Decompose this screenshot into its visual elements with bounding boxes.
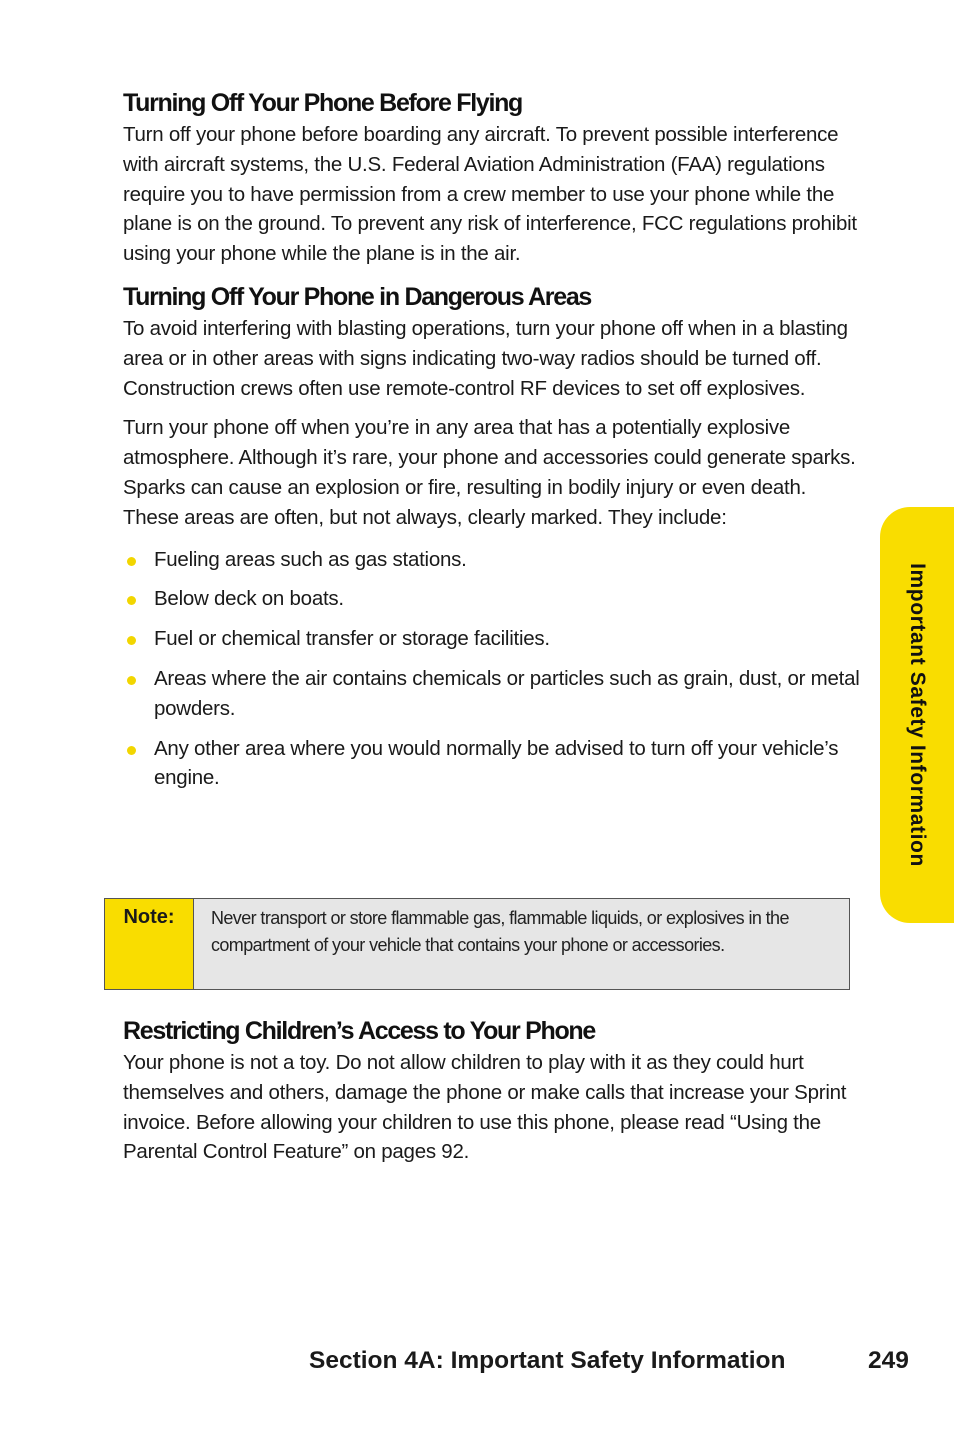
note-box <box>104 898 850 990</box>
children-access-section <box>123 1014 863 1167</box>
list-item <box>123 664 863 724</box>
page-footer <box>309 1347 909 1375</box>
list-item-text: Below deck on boats. <box>154 587 344 611</box>
section-body-dangerous-areas-2: Turn your phone off when you’re in any area that has a potentially explosive atmosphere. Although it’s rare, your phone and accessories could generate sparks. Sparks can cause an explosion or fire, resulting in bodily injury or even death. These areas are often, but not always, clearly marked. They include: <box>123 416 856 529</box>
list-item <box>123 545 863 575</box>
page-number: 249 <box>868 1347 909 1374</box>
section-heading-children: Restricting Children’s Access to Your Phone <box>123 1017 595 1045</box>
main-content <box>123 86 863 803</box>
note-text: Never transport or store flammable gas, flammable liquids, or explosives in the compartment of your vehicle that contains your phone or accessories. <box>211 908 789 955</box>
bullet-icon <box>127 676 136 685</box>
bullet-icon <box>127 636 136 645</box>
bullet-icon <box>127 596 136 605</box>
section-body-children: Your phone is not a toy. Do not allow children to play with it as they could hurt themselves and others, damage the phone or make calls that increase your Sprint invoice. Before allowing your children to use this phone, please read “Using the Parental Control Feature” on pages 92. <box>123 1051 847 1164</box>
side-section-tab <box>880 507 954 923</box>
dangerous-areas-list <box>123 545 863 794</box>
side-tab-label: Important Safety Information <box>906 563 929 867</box>
section-heading-dangerous-areas: Turning Off Your Phone in Dangerous Areas <box>123 282 592 311</box>
list-item <box>123 624 863 654</box>
bullet-icon <box>127 557 136 566</box>
list-item <box>123 584 863 614</box>
list-item-text: Any other area where you would normally be advised to turn off your vehicle’s engine. <box>154 736 839 790</box>
bullet-icon <box>127 746 136 755</box>
section-body-dangerous-areas-1: To avoid interfering with blasting operations, turn your phone off when in a blasting area or in other areas with signs indicating two-way radios should be turned off. Construction crews often use remote-control RF devices to set off explosives. <box>123 316 848 400</box>
list-item-text: Fuel or chemical transfer or storage facilities. <box>154 627 550 651</box>
list-item-text: Fueling areas such as gas stations. <box>154 547 467 571</box>
list-item <box>123 734 863 794</box>
list-item-text: Areas where the air contains chemicals or particles such as grain, dust, or metal powders. <box>154 666 860 720</box>
footer-section-title: Section 4A: Important Safety Information <box>309 1347 786 1374</box>
section-heading-flying: Turning Off Your Phone Before Flying <box>123 89 523 117</box>
note-label: Note: <box>105 899 194 989</box>
section-body-flying: Turn off your phone before boarding any aircraft. To prevent possible interference with aircraft systems, the U.S. Federal Aviation Administration (FAA) regulations require you to have permission from a crew member to use your phone while the plane is on the ground. To prevent any risk of interference, FCC regulations prohibit using your phone while the plane is in the air. <box>123 123 857 266</box>
